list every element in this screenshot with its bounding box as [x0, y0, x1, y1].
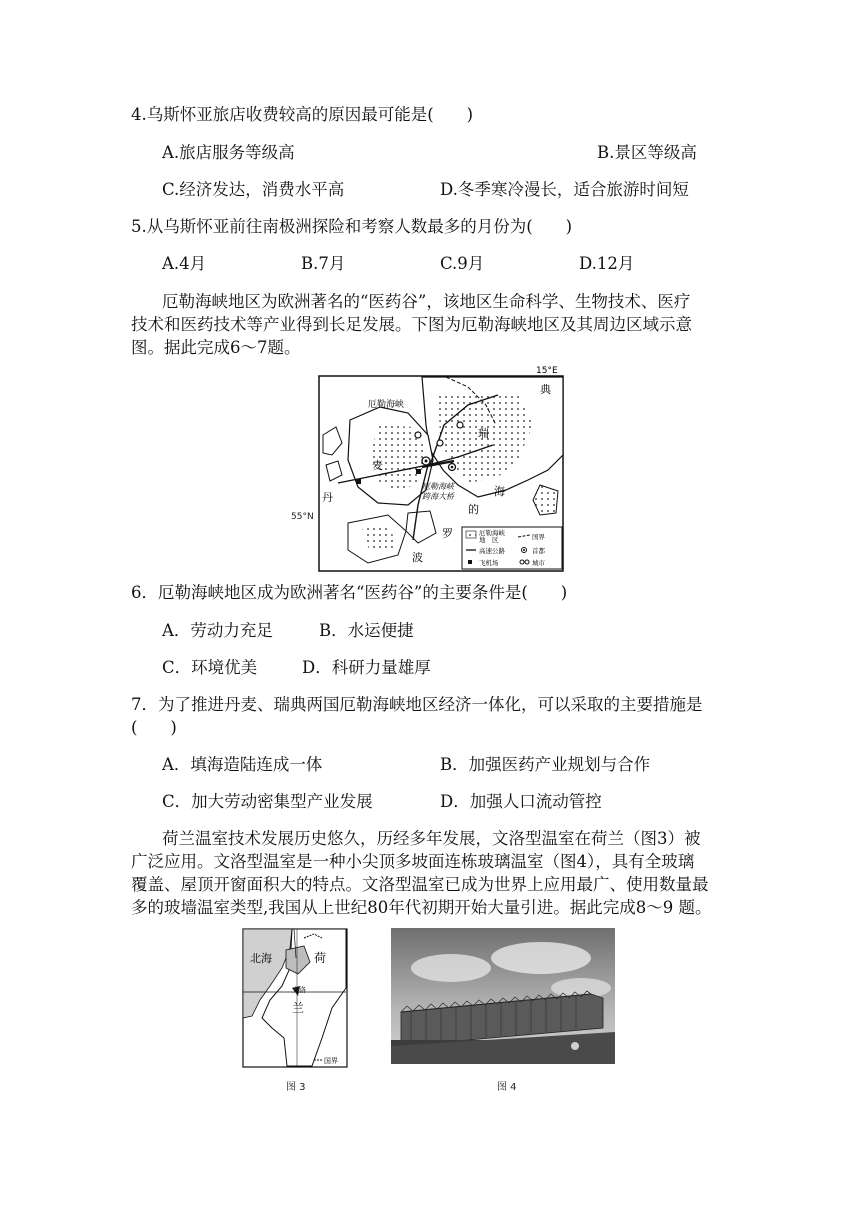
- q7-option-a: A．填海造陆连成一体: [162, 755, 323, 774]
- map-lon-label: 15°E: [536, 366, 558, 376]
- fig3-he-label: 荷: [314, 951, 327, 965]
- map-bridge-label-2: 跨海大桥: [422, 492, 454, 501]
- q4-stem: 4.乌斯怀亚旅店收费较高的原因最可能是( ): [131, 105, 474, 124]
- legend-airport: 飞机场: [479, 559, 499, 567]
- map-label-mai: 麦: [372, 459, 383, 472]
- map-bridge-label-1: 厄勒海峡: [422, 482, 454, 491]
- q7-stem: 7．为了推进丹麦、瑞典两国厄勒海峡地区经济一体化，可以采取的主要措施是: [131, 695, 703, 714]
- legend-border: 国界: [532, 533, 545, 541]
- q6-option-b: B．水运便捷: [319, 621, 414, 640]
- q5-option-c: C.9月: [440, 254, 485, 273]
- intro2-line-4: 多的玻墙温室类型,我国从上世纪80年代初期开始大量引进。据此完成8～9 题。: [131, 898, 712, 917]
- fig4-caption: 图 4: [497, 1082, 517, 1093]
- map-strait-label: 厄勒海峡: [368, 400, 405, 410]
- q7-option-b: B．加强医药产业规划与合作: [440, 755, 651, 774]
- q5-option-b: B.7月: [301, 254, 346, 273]
- fig3-caption: 图 3: [286, 1082, 306, 1093]
- legend-highway: 高速公路: [479, 547, 505, 555]
- greenhouse-photo: [391, 928, 615, 1064]
- q4-option-b: B.景区等级高: [597, 143, 697, 162]
- q6-stem: 6．厄勒海峡地区成为欧洲著名“医药谷”的主要条件是( ): [131, 583, 568, 602]
- map-label-dan: 丹: [322, 491, 333, 504]
- fig3-city-label: 文洛: [292, 986, 306, 994]
- map-label-bo: 波: [412, 551, 423, 564]
- intro1-line-2: 技术和医药技术等产业得到长足发展。下图为厄勒海峡地区及其周边区域示意: [131, 315, 692, 334]
- oresund-map: [318, 365, 566, 573]
- q5-option-a: A.4月: [162, 254, 207, 273]
- q5-stem: 5.从乌斯怀亚前往南极洲探险和考察人数最多的月份为( ): [131, 217, 573, 236]
- q6-option-c: C．环境优美: [162, 658, 258, 677]
- legend-region-2: 地 区: [479, 536, 499, 544]
- q4-option-c: C.经济发达，消费水平高: [162, 180, 345, 199]
- intro2-line-3: 覆盖、屋顶开窗面积大的特点。文洛型温室已成为世界上应用最广、使用数量最: [131, 875, 709, 894]
- q7-option-d: D．加强人口流动管控: [440, 792, 602, 811]
- map-label-rui: 瑞: [478, 427, 489, 440]
- q4-option-d: D.冬季寒冷漫长，适合旅游时间短: [440, 180, 689, 199]
- fig3-north-sea-label: 北海: [250, 952, 272, 965]
- map-label-de: 的: [468, 503, 479, 516]
- intro1-line-1: 厄勒海峡地区为欧洲著名的“医药谷”，该地区生命科学、生物技术、医疗: [162, 292, 691, 311]
- map-legend: [462, 527, 562, 569]
- q7-stem-cont: ( ): [131, 718, 177, 737]
- q4-option-a: A.旅店服务等级高: [162, 143, 295, 162]
- fig3-border-label: 国界: [324, 1057, 338, 1065]
- map-lat-label-outside: 55°N: [291, 512, 314, 522]
- q6-option-a: A．劳动力充足: [162, 621, 273, 640]
- legend-region-1: 厄勒海峡: [479, 529, 505, 537]
- q7-option-c: C．加大劳动密集型产业发展: [162, 792, 373, 811]
- map-label-hai: 海: [494, 485, 505, 498]
- netherlands-map: [242, 928, 348, 1068]
- intro1-line-3: 图。据此完成6～7题。: [131, 338, 301, 357]
- intro2-line-1: 荷兰温室技术发展历史悠久，历经多年发展，文洛型温室在荷兰（图3）被: [162, 829, 701, 848]
- q6-option-d: D．科研力量雄厚: [302, 658, 431, 677]
- intro2-line-2: 广泛应用。文洛型温室是一种小尖顶多坡面连栋玻璃温室（图4），具有全玻璃: [131, 852, 695, 871]
- legend-city: 城市: [532, 559, 545, 567]
- legend-capital: 首都: [532, 547, 545, 555]
- map-label-dian: 典: [540, 383, 551, 396]
- q5-option-d: D.12月: [579, 254, 635, 273]
- map-label-luo: 罗: [442, 527, 453, 540]
- fig3-lan-label: 兰: [292, 1001, 305, 1015]
